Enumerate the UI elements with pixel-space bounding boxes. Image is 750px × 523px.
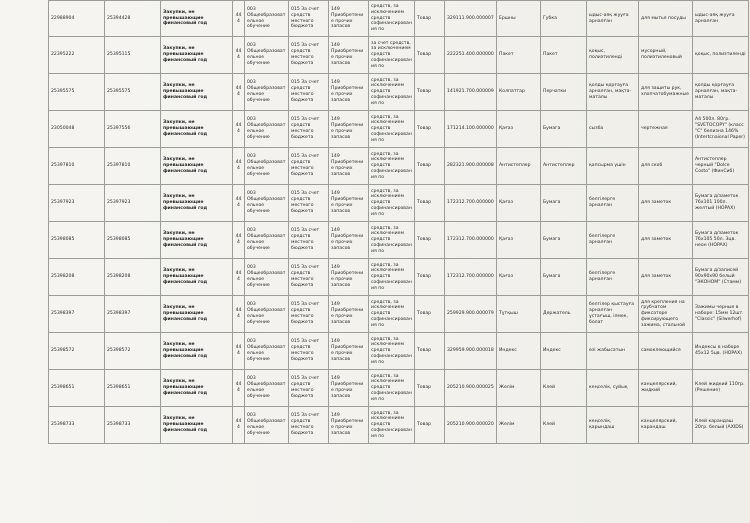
- name-ru-cell: Бумага: [541, 185, 587, 222]
- funding-note-cell: средств, за исключением средств софинансирования по: [369, 148, 415, 185]
- funding-source-cell: 015 За счет средств местного бюджета: [289, 74, 329, 111]
- purchase-type-cell: Закупки, не превышающие финансовый год: [161, 111, 233, 148]
- extra-description-cell: Бумага д/заметок 76x105 50л. 3цв. неон (HOPAX): [693, 222, 749, 259]
- table-row: [49, 407, 749, 444]
- program-code-cell: 444: [233, 37, 245, 74]
- program-code-cell: 444: [233, 370, 245, 407]
- name-ru-cell: Клей: [541, 370, 587, 407]
- funding-source-cell: 015 За счет средств местного бюджета: [289, 185, 329, 222]
- table-row: [49, 1, 749, 37]
- funding-note-cell: средств, за исключением средств софинансирования по: [369, 111, 415, 148]
- lot-id-cell: 25397810: [49, 148, 105, 185]
- extra-description-cell: Бумага д/записей 90x90x90 белый "ЭКОНОМ" (Стамм): [693, 259, 749, 296]
- table-row: [49, 333, 749, 370]
- item-id-cell: 25395575: [105, 74, 161, 111]
- funding-note-cell: средств, за исключением средств софинансирования по: [369, 370, 415, 407]
- name-ru-cell: Держатель: [541, 296, 587, 333]
- program-code-cell: 444: [233, 333, 245, 370]
- description-ru-cell: для мытья посуды: [639, 1, 693, 37]
- type-cell: Товар: [415, 407, 445, 444]
- lot-id-cell: 25398651: [49, 370, 105, 407]
- description-ru-cell: мусорный, полиэтиленовый: [639, 37, 693, 74]
- description-kz-cell: қолды қорғауға арналған, мақта-маталы: [587, 74, 639, 111]
- lot-id-cell: 22395222: [49, 37, 105, 74]
- type-cell: Товар: [415, 259, 445, 296]
- table-row: [49, 296, 749, 333]
- name-kz-cell: Индекс: [497, 333, 541, 370]
- type-cell: Товар: [415, 74, 445, 111]
- subprogram-cell: 003 Общеобразовательное обучение: [245, 407, 289, 444]
- item-id-cell: 25398651: [105, 370, 161, 407]
- ktru-code-cell: 329959.900.000018: [445, 333, 497, 370]
- procurement-table: [48, 0, 749, 444]
- description-ru-cell: канцелярский, жидкий: [639, 370, 693, 407]
- description-kz-cell: белгілерге арналған: [587, 185, 639, 222]
- item-id-cell: 25398208: [105, 259, 161, 296]
- specifics-cell: 149 Приобретение прочих запасов: [329, 370, 369, 407]
- specifics-cell: 149 Приобретение прочих запасов: [329, 333, 369, 370]
- extra-description-cell: Клей карандаш 20гр. белый (AXIDS): [693, 407, 749, 444]
- name-ru-cell: Антистеплер: [541, 148, 587, 185]
- specifics-cell: 149 Приобретение прочих запасов: [329, 37, 369, 74]
- item-id-cell: 25398397: [105, 296, 161, 333]
- funding-note-cell: средств, за исключением средств софинансирования по: [369, 222, 415, 259]
- purchase-type-cell: Закупки, не превышающие финансовый год: [161, 259, 233, 296]
- specifics-cell: 149 Приобретение прочих запасов: [329, 185, 369, 222]
- purchase-type-cell: Закупки, не превышающие финансовый год: [161, 74, 233, 111]
- specifics-cell: 149 Приобретение прочих запасов: [329, 111, 369, 148]
- ktru-code-cell: 172312.700.000000: [445, 222, 497, 259]
- table-row: [49, 259, 749, 296]
- subprogram-cell: 003 Общеобразовательное обучение: [245, 222, 289, 259]
- program-code-cell: 444: [233, 74, 245, 111]
- extra-description-cell: қолды қорғауға арналған, мақта-маталы: [693, 74, 749, 111]
- name-ru-cell: Бумага: [541, 259, 587, 296]
- specifics-cell: 149 Приобретение прочих запасов: [329, 1, 369, 37]
- description-kz-cell: кеңселік, сұйық: [587, 370, 639, 407]
- description-kz-cell: өзі жабысатын: [587, 333, 639, 370]
- funding-source-cell: 015 За счет средств местного бюджета: [289, 407, 329, 444]
- purchase-type-cell: Закупки, не превышающие финансовый год: [161, 185, 233, 222]
- type-cell: Товар: [415, 333, 445, 370]
- type-cell: Товар: [415, 296, 445, 333]
- item-id-cell: 25397810: [105, 148, 161, 185]
- purchase-type-cell: Закупки, не превышающие финансовый год: [161, 296, 233, 333]
- description-ru-cell: чертежная: [639, 111, 693, 148]
- type-cell: Товар: [415, 1, 445, 37]
- lot-id-cell: 25397923: [49, 185, 105, 222]
- purchase-type-cell: Закупки, не превышающие финансовый год: [161, 1, 233, 37]
- name-kz-cell: Колпаттар: [497, 74, 541, 111]
- ktru-code-cell: 329111.900.000007: [445, 1, 497, 37]
- subprogram-cell: 003 Общеобразовательное обучение: [245, 333, 289, 370]
- description-kz-cell: белгілер қыстауға арналған ұстағыш, ілмек, болат: [587, 296, 639, 333]
- table-row: [49, 222, 749, 259]
- extra-description-cell: Антистеплер черный "Dolce Costo" (ФинСиб): [693, 148, 749, 185]
- ktru-code-cell: 172312.700.000000: [445, 185, 497, 222]
- funding-note-cell: средств, за исключением средств софинансирования по: [369, 407, 415, 444]
- extra-description-cell: А4 500л. 80гр. "SVETOCOPY" (класс "С" белизна 146% (Intertcnaional Paper): [693, 111, 749, 148]
- program-code-cell: 444: [233, 185, 245, 222]
- lot-id-cell: 25398733: [49, 407, 105, 444]
- description-kz-cell: ыдыс-аяқ жууға арналған: [587, 1, 639, 37]
- program-code-cell: 444: [233, 407, 245, 444]
- description-kz-cell: қоқыс, полиэтиленді: [587, 37, 639, 74]
- item-id-cell: 25397556: [105, 111, 161, 148]
- description-ru-cell: для заметок: [639, 259, 693, 296]
- funding-note-cell: средств, за исключением средств софинансирования по: [369, 259, 415, 296]
- lot-id-cell: 23050048: [49, 111, 105, 148]
- subprogram-cell: 003 Общеобразовательное обучение: [245, 111, 289, 148]
- type-cell: Товар: [415, 148, 445, 185]
- name-kz-cell: Қағаз: [497, 185, 541, 222]
- program-code-cell: 444: [233, 259, 245, 296]
- funding-note-cell: средств, за исключением средств софинансирования по: [369, 333, 415, 370]
- name-ru-cell: Клей: [541, 407, 587, 444]
- description-kz-cell: қапсырма үшін: [587, 148, 639, 185]
- funding-source-cell: 015 За счет средств местного бюджета: [289, 370, 329, 407]
- ktru-code-cell: 171214.100.000000: [445, 111, 497, 148]
- purchase-type-cell: Закупки, не превышающие финансовый год: [161, 407, 233, 444]
- funding-source-cell: 015 За счет средств местного бюджета: [289, 222, 329, 259]
- table-row: [49, 148, 749, 185]
- item-id-cell: 25398085: [105, 222, 161, 259]
- type-cell: Товар: [415, 370, 445, 407]
- funding-source-cell: 015 За счет средств местного бюджета: [289, 259, 329, 296]
- program-code-cell: 444: [233, 111, 245, 148]
- extra-description-cell: Бумага д/заметок 76x101 100л. желтый (HOPAX): [693, 185, 749, 222]
- name-ru-cell: Пакет: [541, 37, 587, 74]
- name-ru-cell: Бумага: [541, 111, 587, 148]
- table-row: [49, 37, 749, 74]
- description-ru-cell: для заметок: [639, 185, 693, 222]
- description-ru-cell: для скоб: [639, 148, 693, 185]
- table-row: [49, 111, 749, 148]
- specifics-cell: 149 Приобретение прочих запасов: [329, 407, 369, 444]
- extra-description-cell: Индексы в наборе 45x12 5цв. (HOPAX): [693, 333, 749, 370]
- item-id-cell: 25394428: [105, 1, 161, 37]
- program-code-cell: 444: [233, 222, 245, 259]
- funding-note-cell: средств, за исключением средств софинансирования по: [369, 185, 415, 222]
- type-cell: Товар: [415, 111, 445, 148]
- subprogram-cell: 003 Общеобразовательное обучение: [245, 1, 289, 37]
- funding-source-cell: 015 За счет средств местного бюджета: [289, 111, 329, 148]
- description-ru-cell: для заметок: [639, 222, 693, 259]
- funding-source-cell: 015 За счет средств местного бюджета: [289, 333, 329, 370]
- funding-note-cell: средств, за исключением средств софинансирования по: [369, 74, 415, 111]
- purchase-type-cell: Закупки, не превышающие финансовый год: [161, 148, 233, 185]
- funding-source-cell: 015 За счет средств местного бюджета: [289, 296, 329, 333]
- subprogram-cell: 003 Общеобразовательное обучение: [245, 148, 289, 185]
- extra-description-cell: қоқыс, полиэтиленді: [693, 37, 749, 74]
- funding-note-cell: средств, за исключением средств софинансирования по: [369, 1, 415, 37]
- item-id-cell: 25395115: [105, 37, 161, 74]
- name-kz-cell: Тұтқыш: [497, 296, 541, 333]
- description-ru-cell: канцелярский, карандаш: [639, 407, 693, 444]
- ktru-code-cell: 205210.900.000020: [445, 407, 497, 444]
- name-ru-cell: Индекс: [541, 333, 587, 370]
- ktru-code-cell: 172312.700.000000: [445, 259, 497, 296]
- type-cell: Товар: [415, 37, 445, 74]
- lot-id-cell: 25398208: [49, 259, 105, 296]
- table-row: [49, 370, 749, 407]
- ktru-code-cell: 259929.900.000079: [445, 296, 497, 333]
- funding-note-cell: за счет средств, за исключением средств софинансирования по: [369, 37, 415, 74]
- name-kz-cell: Желім: [497, 370, 541, 407]
- extra-description-cell: Зажимы черные в наборе: 15мм 12шт. "Classic" (Silwerhof): [693, 296, 749, 333]
- table-row: [49, 74, 749, 111]
- name-kz-cell: Ершны: [497, 1, 541, 37]
- funding-note-cell: средств, за исключением средств софинансирования по: [369, 296, 415, 333]
- description-ru-cell: для защиты рук, хлопчатобумажные: [639, 74, 693, 111]
- funding-source-cell: 015 За счет средств местного бюджета: [289, 1, 329, 37]
- lot-id-cell: 25398572: [49, 333, 105, 370]
- specifics-cell: 149 Приобретение прочих запасов: [329, 296, 369, 333]
- specifics-cell: 149 Приобретение прочих запасов: [329, 74, 369, 111]
- purchase-type-cell: Закупки, не превышающие финансовый год: [161, 370, 233, 407]
- description-kz-cell: кеңселік, қарындаш: [587, 407, 639, 444]
- name-kz-cell: Қағаз: [497, 222, 541, 259]
- program-code-cell: 444: [233, 148, 245, 185]
- funding-source-cell: 015 За счет средств местного бюджета: [289, 37, 329, 74]
- description-kz-cell: белгілерге арналған: [587, 259, 639, 296]
- lot-id-cell: 25398397: [49, 296, 105, 333]
- lot-id-cell: 25395575: [49, 74, 105, 111]
- purchase-type-cell: Закупки, не превышающие финансовый год: [161, 37, 233, 74]
- type-cell: Товар: [415, 185, 445, 222]
- ktru-code-cell: 222251.400.000000: [445, 37, 497, 74]
- table-row: [49, 185, 749, 222]
- type-cell: Товар: [415, 222, 445, 259]
- ktru-code-cell: 141921.700.000009: [445, 74, 497, 111]
- purchase-type-cell: Закупки, не превышающие финансовый год: [161, 333, 233, 370]
- item-id-cell: 25398572: [105, 333, 161, 370]
- extra-description-cell: ыдыс-аяқ жууға арналған: [693, 1, 749, 37]
- subprogram-cell: 003 Общеобразовательное обучение: [245, 37, 289, 74]
- name-kz-cell: Қағаз: [497, 111, 541, 148]
- description-kz-cell: белгілерге арналған: [587, 222, 639, 259]
- name-ru-cell: Перчатки: [541, 74, 587, 111]
- lot-id-cell: 25398085: [49, 222, 105, 259]
- funding-source-cell: 015 За счет средств местного бюджета: [289, 148, 329, 185]
- ktru-code-cell: 205210.900.000025: [445, 370, 497, 407]
- name-ru-cell: Губка: [541, 1, 587, 37]
- specifics-cell: 149 Приобретение прочих запасов: [329, 222, 369, 259]
- name-kz-cell: Желім: [497, 407, 541, 444]
- description-ru-cell: для крепления на грубчатом фиксаторе фиксирующего зажима, стальной: [639, 296, 693, 333]
- description-kz-cell: сызба: [587, 111, 639, 148]
- name-kz-cell: Қағаз: [497, 259, 541, 296]
- program-code-cell: 444: [233, 1, 245, 37]
- ktru-code-cell: 282321.900.000008: [445, 148, 497, 185]
- name-kz-cell: Пакет: [497, 37, 541, 74]
- specifics-cell: 149 Приобретение прочих запасов: [329, 148, 369, 185]
- extra-description-cell: Клей жидкий 110гр. (Решение): [693, 370, 749, 407]
- name-kz-cell: Антистеплер: [497, 148, 541, 185]
- subprogram-cell: 003 Общеобразовательное обучение: [245, 370, 289, 407]
- specifics-cell: 149 Приобретение прочих запасов: [329, 259, 369, 296]
- name-ru-cell: Бумага: [541, 222, 587, 259]
- subprogram-cell: 003 Общеобразовательное обучение: [245, 185, 289, 222]
- subprogram-cell: 003 Общеобразовательное обучение: [245, 74, 289, 111]
- item-id-cell: 25398733: [105, 407, 161, 444]
- program-code-cell: 444: [233, 296, 245, 333]
- purchase-type-cell: Закупки, не превышающие финансовый год: [161, 222, 233, 259]
- description-ru-cell: самоклеющийся: [639, 333, 693, 370]
- item-id-cell: 25397923: [105, 185, 161, 222]
- subprogram-cell: 003 Общеобразовательное обучение: [245, 296, 289, 333]
- subprogram-cell: 003 Общеобразовательное обучение: [245, 259, 289, 296]
- lot-id-cell: 22988904: [49, 1, 105, 37]
